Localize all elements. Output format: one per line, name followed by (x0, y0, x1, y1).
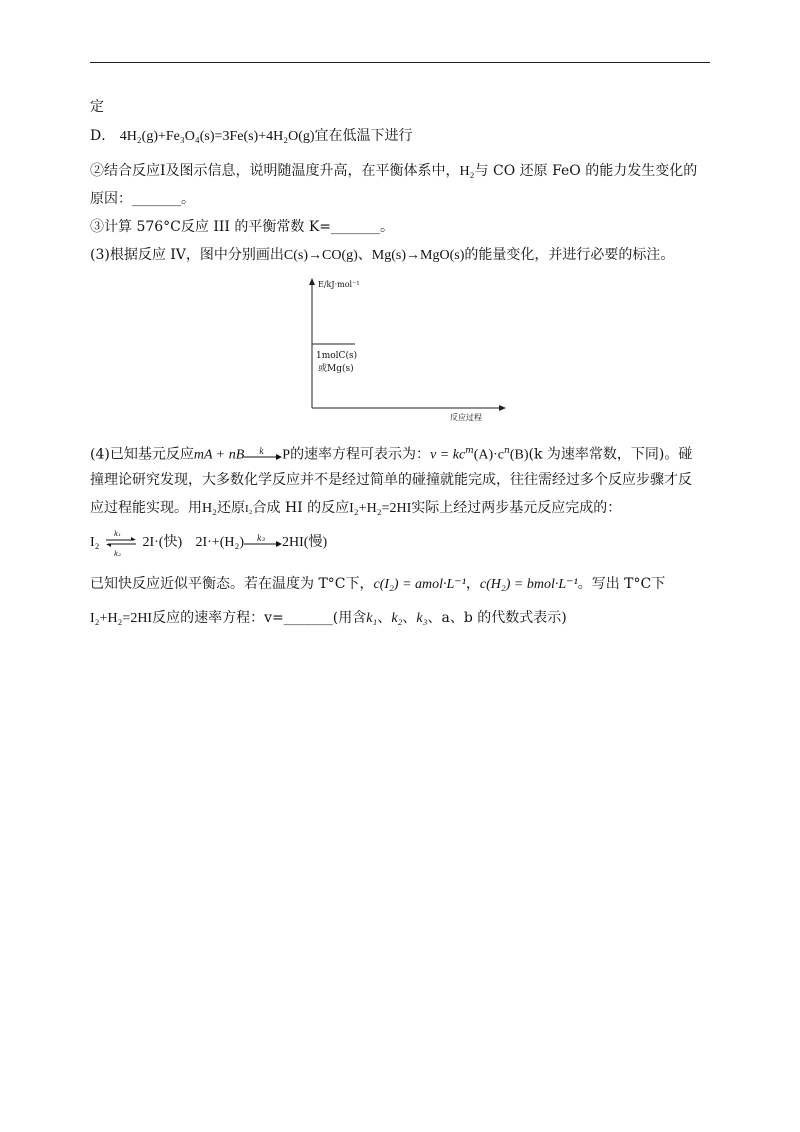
x-axis-label: 反应过程 (450, 413, 482, 422)
option-label: D． (90, 128, 116, 144)
formula: k₃ (416, 611, 428, 626)
formula: (B) (509, 447, 529, 463)
reaction-arrow (244, 534, 282, 548)
text-span: 、a、b 的代数式表示) (427, 610, 567, 626)
text-line: 定 (90, 99, 104, 115)
formula: k₁ (366, 611, 378, 626)
energy-diagram (300, 278, 510, 428)
level-label: 或Mg(s) (318, 364, 354, 374)
rate-constant: k (259, 446, 265, 456)
text-line: 撞理论研究发现，大多数化学反应并不是经过简单的碰撞就能完成，往往需经过多个反应步骤才反 (90, 472, 692, 488)
text-span: 还原 (217, 500, 245, 516)
exponent: m (465, 446, 474, 456)
text-line (90, 575, 665, 594)
header-rule (90, 62, 710, 63)
question-2-3: ③计算 576°C反应 III 的平衡常数 K=_______。 (90, 219, 395, 235)
reaction-arrow (244, 447, 282, 461)
text-line (90, 609, 567, 628)
formula: 2HI(慢) (282, 535, 328, 550)
formula: P (282, 447, 291, 463)
formula: v = kc (430, 447, 466, 463)
text-span: 与 CO 还原 FeO 的能力发生变化的 (474, 163, 698, 179)
rate-constant: k₁ (114, 530, 122, 538)
rate-constant: k₂ (114, 550, 122, 558)
text-span: 反应的速率方程：v=_______(用含 (152, 610, 367, 626)
text-line: 原因：_______。 (90, 191, 195, 207)
formula: I₂+H₂=2HI (90, 611, 153, 626)
text-span: 、 (377, 610, 392, 626)
text-span: 合成 HI 的反应 (252, 500, 350, 516)
text-span: (k 为速率常数，下同)。碰 (528, 446, 693, 463)
formula: H₂ (459, 164, 475, 179)
y-axis-arrow (309, 278, 315, 285)
text-span: 的速率方程可表示为： (290, 446, 431, 463)
question-3 (90, 246, 674, 265)
text-span: 已知快反应近似平衡态。若在温度为 T°C下， (90, 576, 374, 592)
formula: I₂ (245, 503, 253, 515)
text-span: (4)已知基元反应 (90, 446, 194, 463)
text-span: 、 (402, 610, 417, 626)
text-span: (3)根据反应 IV，图中分别画出 (90, 247, 284, 263)
formula: (A)·c (473, 447, 505, 463)
text-span: 应过程能实现。用 (90, 500, 202, 516)
text-span: 实际上经过两步基元反应完成的： (411, 500, 622, 516)
formula: I₂ (90, 535, 100, 550)
x-axis-arrow (499, 405, 506, 411)
equation: 4H₂(g)+Fe₃O₄(s)=3Fe(s)+4H₂O(g) (119, 129, 315, 144)
formula: H₂ (202, 501, 217, 516)
formula: mA + nB (193, 447, 245, 463)
formula: c(I₂) = amol·L⁻¹ (373, 577, 466, 592)
y-axis-label: E/kJ·mol⁻¹ (318, 280, 360, 289)
text-span: ， (465, 576, 480, 592)
question-4 (90, 442, 692, 465)
question-2-2 (90, 162, 697, 181)
text-span: 。写出 T°C下 (577, 576, 666, 592)
text-line (90, 499, 621, 518)
formula: c(H₂) = bmol·L⁻¹ (479, 577, 578, 592)
text-span: ②结合反应Ⅰ及图示信息，说明随温度升高，在平衡体系中， (90, 163, 460, 179)
mechanism-steps (90, 530, 328, 558)
exponent: n (504, 446, 510, 456)
formula: C(s)→CO(g)、Mg(s)→MgO(s) (283, 248, 465, 263)
rate-constant: k₃ (257, 534, 266, 543)
text-span: 的能量变化，并进行必要的标注。 (464, 247, 675, 263)
formula: k₂ (391, 611, 403, 626)
formula: 2I·(快) (142, 535, 183, 550)
option-d (90, 127, 413, 146)
level-label: 1molC(s) (316, 351, 358, 361)
formula: I₂+H₂=2HI (349, 501, 412, 516)
text-span: 宜在低温下进行 (314, 128, 413, 144)
formula: 2I·+(H₂) (195, 535, 245, 550)
equilibrium-arrow (104, 530, 138, 558)
